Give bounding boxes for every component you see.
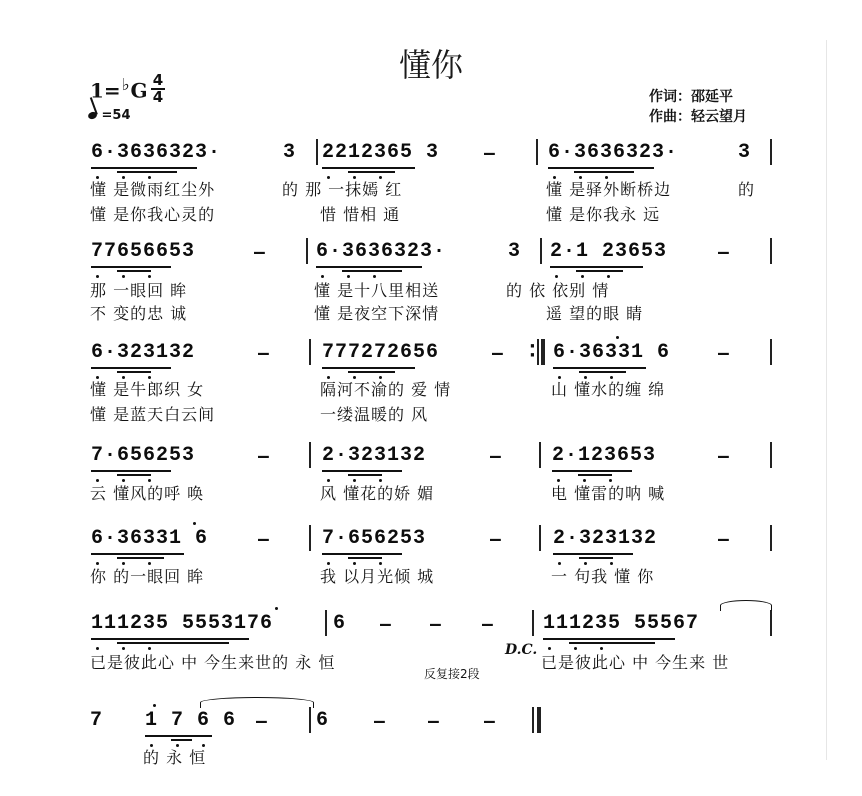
note-group: 777272656: [322, 341, 440, 364]
time-signature-top: 4: [152, 71, 164, 89]
beam-line: [145, 735, 212, 737]
bar-line: [309, 339, 311, 365]
beam-line: [322, 470, 402, 472]
beam-line: [552, 470, 632, 472]
beam-line-2: [342, 270, 402, 272]
page-edge: [826, 40, 827, 760]
beam-line: [543, 638, 675, 640]
key-signature: [90, 75, 148, 103]
lyric-verse-2: 懂 是你我永 远: [546, 205, 661, 224]
lyric-verse-1: 懂 是驿外断桥边: [546, 180, 672, 199]
beam-line: [91, 167, 197, 169]
sustain-dash: –: [380, 614, 391, 635]
note-group: 6: [333, 612, 347, 635]
note-group: 111235 55567: [543, 612, 700, 635]
note-group: 7·656253: [91, 444, 196, 467]
beam-line-2: [117, 371, 151, 373]
beam-line: [91, 638, 249, 640]
note-group: 111235 5553176: [91, 612, 274, 635]
lyric-verse-1: 的 那 一抹嫣 红: [282, 180, 403, 199]
sustain-dash: –: [490, 529, 501, 550]
bar-line: [309, 707, 311, 733]
high-octave-dot: [275, 607, 278, 610]
bar-line: [309, 442, 311, 468]
beam-line-2: [576, 270, 623, 272]
bar-line: [770, 139, 772, 165]
sustain-dash: –: [482, 614, 493, 635]
beam-line-2: [578, 474, 612, 476]
lyric-verse-1: 已是彼此心 中 今生来 世: [541, 653, 730, 672]
note-group: 77656653: [91, 240, 196, 263]
key-tonic: G: [130, 78, 148, 103]
beam-line-2: [574, 171, 634, 173]
song-title: 懂你: [398, 46, 463, 84]
final-bar-thin: [532, 707, 534, 733]
lyric-verse-1: 电 懂雷的呐 喊: [551, 484, 666, 503]
beam-line-2: [117, 557, 164, 559]
bar-line: [316, 139, 318, 165]
beam-line: [91, 470, 171, 472]
sustain-dash: –: [718, 529, 729, 550]
high-octave-dot: [193, 522, 196, 525]
lyric-verse-1: 已是彼此心 中 今生来世的 永 恒: [90, 653, 336, 672]
note-group: 6·3636323·: [91, 141, 222, 164]
repeat-instruction: 反复接2段: [424, 667, 480, 681]
beam-line: [548, 167, 654, 169]
note-group: 6·36331 6: [553, 341, 671, 364]
sustain-dash: –: [256, 711, 267, 732]
lyric-verse-1: 懂 是十八里相送: [314, 281, 440, 300]
high-octave-dot: [153, 704, 156, 707]
sustain-dash: –: [484, 711, 495, 732]
beam-line-2: [569, 642, 655, 644]
note-group: 2212365 3: [322, 141, 440, 164]
lyric-verse-2: 不 变的忠 诚: [90, 304, 188, 323]
note-group: 6·3636323·: [316, 240, 447, 263]
lyric-verse-1: 云 懂风的呼 唤: [90, 484, 205, 503]
beam-line-2: [348, 171, 395, 173]
lyric-verse-2: 懂 是夜空下深情: [314, 304, 440, 323]
note-group: 6·323132: [91, 341, 196, 364]
beam-line-2: [579, 371, 626, 373]
lyric-verse-2: 一缕温暖的 风: [320, 405, 429, 424]
lyricist-credit: 作词：邵延平: [649, 89, 733, 105]
dc-marking: D.C.: [505, 642, 538, 658]
beam-line: [322, 167, 415, 169]
bar-line: [770, 610, 772, 636]
note-group: 6·36331 6: [91, 527, 209, 550]
bar-line: [539, 442, 541, 468]
sustain-dash: –: [492, 343, 503, 364]
lyric-verse-1: 懂 是牛郎织 女: [90, 380, 205, 399]
repeat-bar-thin: [537, 339, 539, 365]
time-signature-bottom: 4: [152, 88, 164, 106]
bar-line: [770, 238, 772, 264]
time-signature: [151, 73, 165, 105]
note-group: 2·323132: [553, 527, 658, 550]
lyric-verse-1: 你 的一眼回 眸: [90, 567, 205, 586]
beam-line: [91, 367, 171, 369]
bar-line: [325, 610, 327, 636]
lyric-verse-1: 的: [738, 180, 756, 199]
sustain-dash: –: [490, 446, 501, 467]
sustain-dash: –: [258, 529, 269, 550]
lyric-verse-1: 那 一眼回 眸: [90, 281, 188, 300]
beam-line-2: [117, 474, 151, 476]
bar-line: [770, 442, 772, 468]
sustain-dash: –: [258, 343, 269, 364]
sustain-dash: –: [258, 446, 269, 467]
note-group: 6: [316, 709, 330, 732]
tie-slur: [200, 697, 314, 708]
lyric-verse-1: 懂 是微雨红尘外: [90, 180, 216, 199]
sustain-dash: –: [718, 343, 729, 364]
lyric-verse-2: 懂 是蓝天白云间: [90, 405, 216, 424]
note-group: 2·323132: [322, 444, 427, 467]
beam-line: [322, 553, 402, 555]
lyric-verse-1: 的 永 恒: [143, 748, 207, 767]
bar-line: [770, 525, 772, 551]
beam-line: [553, 553, 633, 555]
note-group: 3: [283, 141, 297, 164]
bar-line: [770, 339, 772, 365]
tempo-value: =54: [101, 108, 131, 123]
beam-line: [91, 553, 184, 555]
sustain-dash: –: [430, 614, 441, 635]
beam-line: [550, 266, 643, 268]
flat-sign: ♭: [121, 75, 130, 94]
note-group: 3: [508, 240, 522, 263]
tempo-marking: [88, 108, 131, 123]
note-group: 1 7 6 6: [145, 709, 237, 732]
bar-line: [540, 238, 542, 264]
lyric-verse-2: 惜 惜相 通: [320, 205, 401, 224]
lyric-verse-1: 风 懂花的娇 媚: [320, 484, 435, 503]
tie-slur: [720, 600, 772, 611]
quarter-note-icon: [87, 111, 98, 121]
final-bar-thick: [537, 707, 541, 733]
key-prefix: 1=: [90, 78, 121, 103]
beam-line: [322, 367, 415, 369]
sustain-dash: –: [374, 711, 385, 732]
beam-line-2: [348, 474, 382, 476]
beam-line: [553, 367, 646, 369]
lyric-verse-2: 懂 是你我心灵的: [90, 205, 216, 224]
high-octave-dot: [616, 336, 619, 339]
repeat-sign-dots: · ·: [529, 336, 536, 366]
bar-line: [532, 610, 534, 636]
note-group: 6·3636323·: [548, 141, 679, 164]
note-group: 2·1 23653: [550, 240, 668, 263]
beam-line-2: [348, 557, 382, 559]
lyric-verse-1: 山 懂水的缠 绵: [551, 380, 666, 399]
sustain-dash: –: [428, 711, 439, 732]
beam-line-2: [117, 171, 177, 173]
beam-line: [316, 266, 422, 268]
beam-line-2: [171, 739, 192, 741]
sustain-dash: –: [718, 446, 729, 467]
lyric-verse-1: 隔河不渝的 爱 情: [320, 380, 452, 399]
beam-line-2: [348, 371, 395, 373]
note-group: 3: [738, 141, 752, 164]
sustain-dash: –: [484, 143, 495, 164]
lyric-verse-1: 我 以月光倾 城: [320, 567, 435, 586]
composer-credit: 作曲：轻云望月: [649, 109, 747, 125]
lyric-verse-1: 的 依 依别 情: [506, 281, 610, 300]
bar-line: [539, 525, 541, 551]
bar-line: [306, 238, 308, 264]
note-group: 7: [90, 709, 104, 732]
lyric-verse-2: 遥 望的眼 睛: [546, 304, 644, 323]
beam-line-2: [579, 557, 613, 559]
bar-line: [309, 525, 311, 551]
sustain-dash: –: [718, 242, 729, 263]
repeat-bar-thick: [541, 339, 545, 365]
sustain-dash: –: [254, 242, 265, 263]
note-group: 7·656253: [322, 527, 427, 550]
note-group: 2·123653: [552, 444, 657, 467]
bar-line: [536, 139, 538, 165]
beam-line: [91, 266, 171, 268]
lyric-verse-1: 一 句我 懂 你: [551, 567, 655, 586]
beam-line-2: [117, 642, 229, 644]
beam-line-2: [117, 270, 151, 272]
